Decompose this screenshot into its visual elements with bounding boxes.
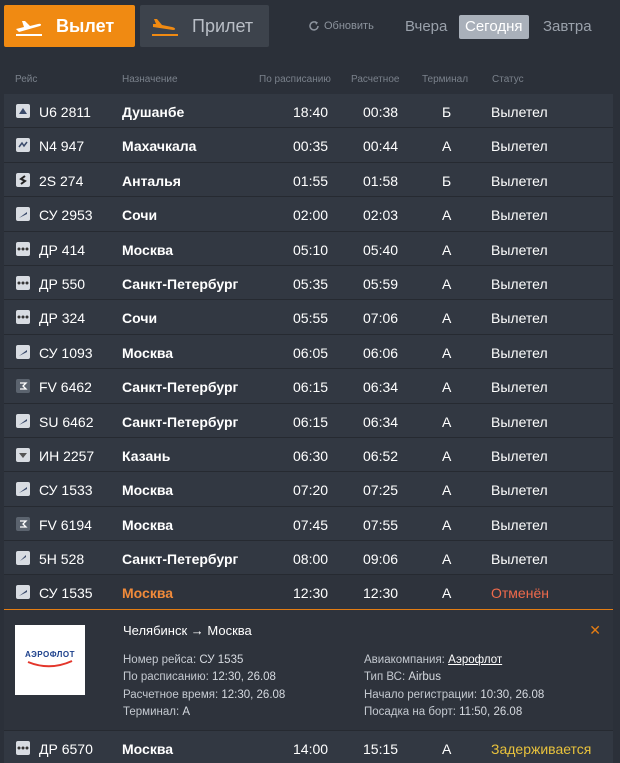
table-row[interactable] (4, 128, 613, 162)
flight-number: 2S 274 (39, 172, 84, 189)
terminal-value: А (182, 706, 191, 719)
terminal: А (442, 447, 452, 464)
flight-number: U6 2811 (39, 104, 91, 120)
airline-link[interactable]: Аэрофлот (448, 653, 503, 666)
status: Вылетел (491, 379, 548, 396)
table-row[interactable] (4, 94, 613, 128)
status: Вылетел (491, 413, 548, 430)
table-row[interactable] (4, 232, 613, 266)
table-row[interactable] (4, 541, 613, 575)
flight-number: ДР 324 (39, 310, 86, 327)
estimated-time: 05:40 (363, 241, 399, 258)
flight-detail-panel (4, 610, 613, 731)
scheduled-time: 02:00 (293, 207, 329, 224)
terminal: А (442, 551, 452, 568)
aeroflot-logo (15, 625, 85, 695)
airline-logo-icon (16, 310, 30, 324)
detail-right-column (364, 652, 544, 722)
airline-logo-icon (16, 345, 30, 359)
estimated-time: 06:34 (363, 413, 399, 430)
table-row[interactable] (4, 507, 613, 541)
flight-number: 5H 528 (39, 551, 85, 568)
airline-logo-icon (16, 207, 30, 221)
scheduled-time: 06:15 (293, 379, 329, 396)
col-terminal: Терминал (422, 74, 469, 85)
airline-logo-icon (16, 585, 30, 599)
flight-number: ДР 6570 (39, 740, 93, 757)
terminal: Б (442, 172, 452, 189)
estimated-time: 06:52 (363, 447, 399, 464)
table-row[interactable] (4, 731, 613, 763)
terminal: А (442, 516, 452, 533)
status: Задерживается (491, 740, 592, 757)
estimated-time: 00:38 (363, 104, 399, 120)
scheduled-time: 07:45 (293, 516, 329, 533)
estimated-time: 02:03 (363, 207, 399, 224)
status: Вылетел (491, 551, 548, 568)
airline-logo-icon (16, 276, 30, 290)
status: Вылетел (491, 447, 548, 464)
aeroflot-logo-text: АЭРОФЛОТ (25, 650, 75, 660)
scheduled-time: 08:00 (293, 551, 329, 568)
destination: Казань (122, 447, 171, 464)
estimated-time: 09:06 (363, 551, 399, 568)
close-icon[interactable]: ✕ (589, 621, 601, 638)
flight-number: СУ 1093 (39, 344, 93, 361)
scheduled-time: 00:35 (293, 138, 329, 155)
terminal: А (442, 138, 452, 155)
checkin-label: Начало регистрации: (364, 688, 478, 701)
table-row[interactable] (4, 197, 613, 231)
tab-arrivals[interactable] (140, 5, 269, 47)
table-row[interactable] (4, 266, 613, 300)
airline-label: Авиакомпания: (364, 653, 445, 666)
status: Вылетел (491, 104, 548, 120)
table-row[interactable] (4, 300, 613, 334)
destination: Москва (122, 740, 174, 757)
status: Вылетел (491, 172, 548, 189)
terminal: А (442, 344, 452, 361)
day-tomorrow[interactable]: Завтра (543, 18, 592, 35)
scheduled-time: 12:30 (293, 585, 329, 602)
estimated-time: 01:58 (363, 172, 399, 189)
status: Вылетел (491, 138, 548, 155)
destination: Москва (122, 344, 174, 361)
refresh-icon (308, 20, 320, 32)
flight-number-value: СУ 1535 (199, 653, 244, 666)
destination: Махачкала (122, 138, 197, 155)
estimated-time: 06:34 (363, 379, 399, 396)
destination: Санкт-Петербург (122, 275, 239, 292)
destination: Санкт-Петербург (122, 413, 239, 430)
flight-number: FV 6194 (39, 516, 92, 533)
destination: Сочи (122, 207, 158, 224)
estimated-time: 07:25 (363, 482, 399, 499)
terminal: А (442, 585, 452, 602)
terminal: А (442, 482, 452, 499)
airline-logo-icon (16, 242, 30, 256)
col-scheduled: По расписанию (259, 74, 331, 85)
flight-number: FV 6462 (39, 379, 92, 396)
status: Вылетел (491, 516, 548, 533)
scheduled-label: По расписанию: (123, 671, 209, 684)
col-flight: Рейс (15, 74, 38, 85)
estimated-time: 00:44 (363, 138, 399, 155)
boarding-label: Посадка на борт: (364, 706, 456, 719)
flight-number: СУ 1535 (39, 585, 93, 602)
flight-number: ДР 414 (39, 241, 86, 258)
tab-departures-label: Вылет (56, 15, 115, 36)
airline-logo-icon (16, 551, 30, 565)
status: Отменён (491, 585, 549, 602)
estimated-time: 07:06 (363, 310, 399, 327)
destination: Сочи (122, 310, 158, 327)
aircraft-value: Airbus (408, 671, 441, 684)
scheduled-time: 18:40 (293, 104, 329, 120)
airline-logo-icon (16, 448, 30, 462)
status: Вылетел (491, 241, 548, 258)
estimated-value: 12:30, 26.08 (221, 688, 286, 701)
status: Вылетел (491, 482, 548, 499)
destination: Москва (122, 241, 174, 258)
plane-takeoff-icon (14, 15, 54, 37)
estimated-time: 06:06 (363, 344, 399, 361)
destination: Санкт-Петербург (122, 379, 239, 396)
day-today[interactable]: Сегодня (459, 15, 529, 39)
flight-number: N4 947 (39, 138, 85, 155)
table-row[interactable] (4, 438, 613, 472)
table-header (0, 70, 620, 90)
day-yesterday[interactable]: Вчера (405, 18, 448, 35)
scheduled-time: 06:05 (293, 344, 329, 361)
airline-logo-icon (16, 414, 30, 428)
terminal: А (442, 740, 452, 757)
airline-logo-icon (16, 173, 30, 187)
col-status: Статус (492, 74, 524, 85)
refresh-label: Обновить (324, 20, 374, 32)
airline-logo-icon (16, 379, 30, 393)
scheduled-time: 06:15 (293, 413, 329, 430)
terminal: Б (442, 104, 452, 120)
airline-logo-icon (16, 138, 30, 152)
scheduled-time: 05:10 (293, 241, 329, 258)
plane-landing-icon (150, 15, 190, 37)
flight-number: СУ 1533 (39, 482, 93, 499)
estimated-time: 12:30 (363, 585, 399, 602)
checkin-value: 10:30, 26.08 (480, 688, 545, 701)
airline-logo-icon (16, 741, 30, 755)
flight-number: ИН 2257 (39, 447, 95, 464)
table-row-selected[interactable] (4, 575, 613, 609)
detail-left-column (123, 652, 285, 722)
airline-logo-icon (16, 482, 30, 496)
destination: Москва (122, 585, 174, 602)
terminal: А (442, 310, 452, 327)
flight-number: SU 6462 (39, 413, 94, 430)
scheduled-time: 06:30 (293, 447, 329, 464)
status: Вылетел (491, 344, 548, 361)
top-bar (0, 0, 620, 55)
terminal: А (442, 379, 452, 396)
boarding-value: 11:50, 26.08 (459, 706, 523, 719)
estimated-time: 15:15 (363, 740, 399, 757)
destination: Москва (122, 516, 174, 533)
estimated-label: Расчетное время: (123, 688, 219, 701)
terminal: А (442, 275, 452, 292)
status: Вылетел (491, 310, 548, 327)
airline-logo-icon (16, 104, 30, 118)
scheduled-time: 05:35 (293, 275, 329, 292)
flight-number: СУ 2953 (39, 207, 93, 224)
aeroflot-swoosh-icon (26, 659, 74, 669)
col-destination: Назначение (122, 74, 178, 85)
airline-logo-icon (16, 517, 30, 531)
scheduled-time: 14:00 (293, 740, 329, 757)
destination: Санкт-Петербург (122, 551, 239, 568)
estimated-time: 07:55 (363, 516, 399, 533)
estimated-time: 05:59 (363, 275, 399, 292)
terminal: А (442, 413, 452, 430)
terminal: А (442, 241, 452, 258)
table-row[interactable] (4, 335, 613, 369)
terminal-label: Терминал: (123, 706, 180, 719)
status: Вылетел (491, 275, 548, 292)
table-row[interactable] (4, 163, 613, 197)
tab-arrivals-label: Прилет (192, 15, 254, 36)
flight-route: Челябинск → Москва (123, 622, 252, 638)
scheduled-time: 07:20 (293, 482, 329, 499)
destination: Анталья (122, 172, 181, 189)
col-estimated: Расчетное (351, 74, 400, 85)
table-row[interactable] (4, 369, 613, 403)
destination: Душанбе (122, 104, 185, 120)
status: Вылетел (491, 207, 548, 224)
flight-number-label: Номер рейса: (123, 653, 197, 666)
destination: Москва (122, 482, 174, 499)
terminal: А (442, 207, 452, 224)
scheduled-time: 05:55 (293, 310, 329, 327)
refresh-button[interactable] (308, 20, 374, 32)
flights-table (4, 94, 613, 763)
aircraft-label: Тип ВС: (364, 671, 406, 684)
flight-number: ДР 550 (39, 275, 86, 292)
scheduled-value: 12:30, 26.08 (212, 671, 276, 684)
tab-departures[interactable] (4, 5, 135, 47)
scheduled-time: 01:55 (293, 172, 329, 189)
table-row[interactable] (4, 404, 613, 438)
table-row[interactable] (4, 472, 613, 506)
